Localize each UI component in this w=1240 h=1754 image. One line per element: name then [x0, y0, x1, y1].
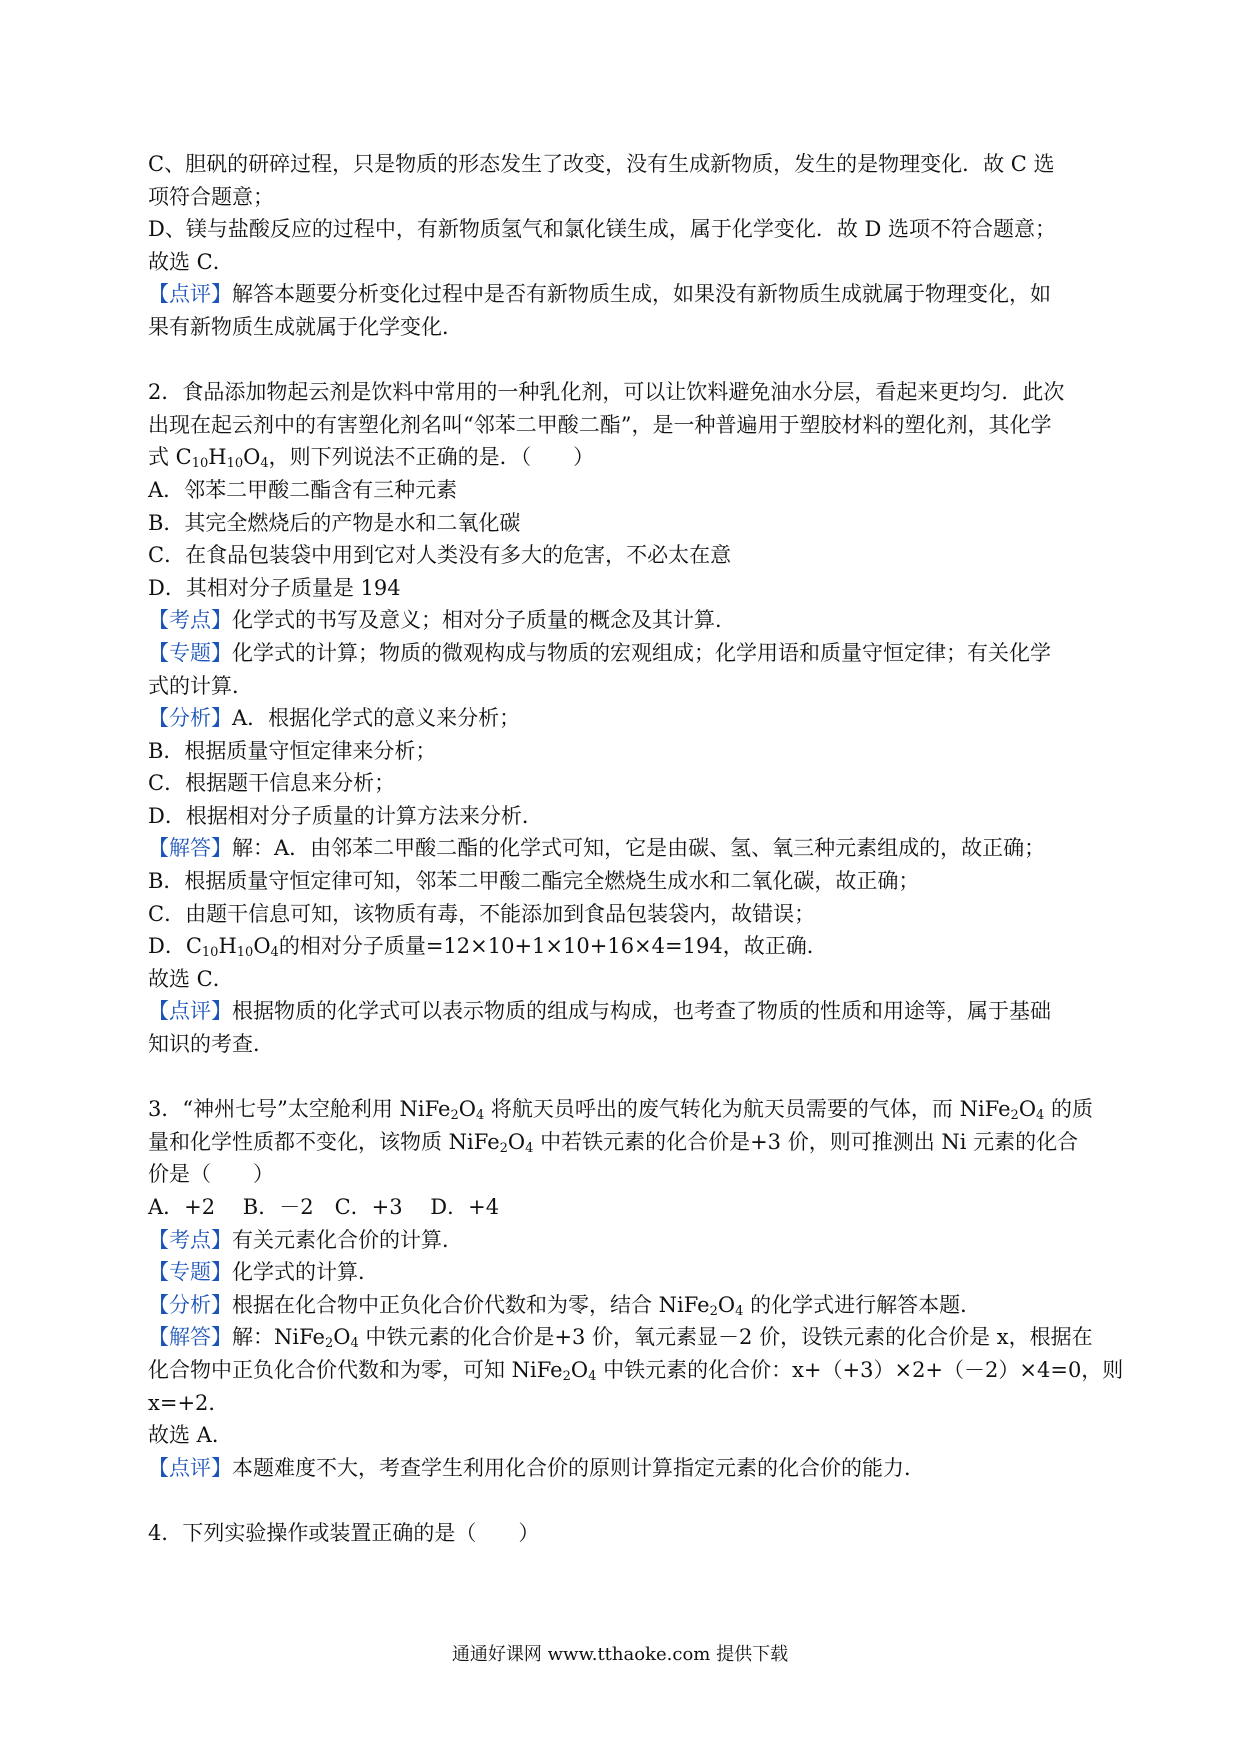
formula-text: D．C	[148, 934, 202, 959]
q1-comment	[148, 278, 1096, 311]
formula-text: O	[570, 1357, 589, 1382]
comment-text: 根据物质的化学式可以表示物质的组成与构成，也考查了物质的性质和用途等，属于基础	[232, 999, 1051, 1024]
q3-answer: 故选 A．	[148, 1423, 233, 1448]
q2-fenxi-d: D．根据相对分子质量的计算方法来分析．	[148, 803, 543, 828]
formula-text: O	[253, 934, 271, 959]
subscript: 10	[191, 456, 209, 472]
subscript: 2	[709, 1303, 718, 1319]
subscript: 10	[226, 456, 244, 472]
subscript: 4	[475, 1108, 485, 1124]
fenxi-text: 根据在化合物中正负化合价代数和为零，结合 NiFe	[232, 1292, 710, 1317]
subscript: 10	[201, 945, 219, 961]
subscript: 4	[260, 456, 269, 472]
fenxi-text: A．根据化学式的意义来分析；	[232, 706, 521, 731]
fenxi-tag: 【分析】	[148, 1292, 232, 1317]
q2-zhuanti	[148, 637, 1096, 670]
jieda-text: 解：NiFe	[232, 1325, 325, 1350]
stem-text: 将航天员呼出的废气转化为航天员需要的气体，而 NiFe	[484, 1097, 1011, 1122]
comment-text: 本题难度不大，考查学生利用化合价的原则计算指定元素的化合价的能力．	[232, 1455, 925, 1480]
subscript: 2	[499, 1140, 508, 1156]
q3-stem: 价是（ ）	[148, 1162, 274, 1187]
stem-text: 3．“神州七号”太空舱利用 NiFe	[148, 1097, 451, 1122]
q3-jieda-cont	[148, 1354, 1124, 1387]
subscript: 4	[350, 1336, 359, 1352]
zhuanti-text: 化学式的计算．	[232, 1260, 379, 1285]
stem-text: ，则下列说法不正确的是．（ ）	[268, 445, 595, 470]
jieda-text: 的相对分子质量=12×10+1×10+16×4=194，故正确．	[278, 934, 828, 959]
q4-stem: 4．下列实验操作或装置正确的是（ ）	[148, 1520, 540, 1545]
subscript: 4	[735, 1303, 744, 1319]
subscript: 10	[236, 945, 254, 961]
q2-fenxi	[148, 702, 1096, 735]
q2-fenxi-b: B．根据质量守恒定律来分析；	[148, 738, 437, 763]
fenxi-tag: 【分析】	[148, 706, 232, 731]
subscript: 2	[324, 1336, 334, 1352]
subscript: 2	[450, 1108, 459, 1124]
q3-zhuanti	[148, 1256, 1096, 1289]
subscript: 2	[562, 1368, 571, 1384]
q2-zhuanti-cont: 式的计算．	[148, 673, 253, 698]
subscript: 4	[1036, 1108, 1045, 1124]
q1-line: C、胆矾的研碎过程，只是物质的形态发生了改变，没有生成新物质，发生的是物理变化．故 C 选	[148, 152, 1055, 176]
q3-comment	[148, 1452, 1096, 1485]
formula-text: 式 C	[148, 445, 192, 470]
jieda-tag: 【解答】	[148, 1325, 232, 1350]
jieda-text: 解：A．由邻苯二甲酸二酯的化学式可知，它是由碳、氢、氧三种元素组成的，故正确；	[232, 836, 1046, 861]
fenxi-text: 的化学式进行解答本题．	[743, 1292, 982, 1317]
jieda-tag: 【解答】	[148, 836, 232, 861]
q2-comment-cont: 知识的考查．	[148, 1032, 274, 1057]
q3-kaodian	[148, 1224, 1096, 1257]
q1-line: 果有新物质生成就属于化学变化．	[148, 314, 463, 339]
q3-options: A．+2 B．－2 C．+3 D．+4	[148, 1195, 500, 1219]
stem-text: 中若铁元素的化合价是+3 价，则可推测出 Ni 元素的化合	[533, 1129, 1079, 1154]
q1-line: D、镁与盐酸反应的过程中，有新物质氢气和氯化镁生成，属于化学变化．故 D 选项不符合题意；	[148, 217, 1057, 242]
subscript: 2	[1010, 1108, 1019, 1124]
kaodian-text: 化学式的书写及意义；相对分子质量的概念及其计算．	[232, 608, 736, 633]
jieda-text: 化合物中正负化合价代数和为零，可知 NiFe	[148, 1357, 563, 1382]
q3-stem	[148, 1093, 1096, 1126]
subscript: 4	[525, 1140, 534, 1156]
formula-text: O	[243, 445, 261, 470]
formula-text: O	[1018, 1097, 1037, 1122]
stem-text: 的质	[1044, 1097, 1093, 1122]
q2-jieda-b: B．根据质量守恒定律可知，邻苯二甲酸二酯完全燃烧生成水和二氧化碳，故正确；	[148, 869, 920, 894]
formula-text: O	[507, 1129, 526, 1154]
q2-option-c: C．在食品包装袋中用到它对人类没有多大的危害，不必太在意	[148, 543, 732, 568]
q3-fenxi	[148, 1289, 1096, 1322]
q3-stem	[148, 1126, 1096, 1159]
formula-text: H	[218, 934, 237, 959]
comment-tag: 【点评】	[148, 282, 232, 307]
jieda-text: 中铁元素的化合价：x+（+3）×2+（－2）×4=0，则	[596, 1357, 1124, 1382]
q2-fenxi-c: C．根据题干信息来分析；	[148, 771, 396, 796]
q2-answer: 故选 C．	[148, 966, 234, 991]
zhuanti-tag: 【专题】	[148, 640, 232, 665]
document-page	[148, 148, 1124, 1550]
formula-text: O	[333, 1325, 351, 1350]
q2-comment	[148, 995, 1096, 1028]
q2-stem: 2．食品添加物起云剂是饮料中常用的一种乳化剂，可以让饮料避免油水分层，看起来更均匀．此次	[148, 380, 1065, 405]
q3-jieda-cont: x=+2．	[148, 1390, 230, 1415]
kaodian-tag: 【考点】	[148, 608, 232, 633]
q2-option-a: A．邻苯二甲酸二酯含有三种元素	[148, 477, 458, 502]
q2-option-b: B．其完全燃烧后的产物是水和二氧化碳	[148, 510, 521, 535]
zhuanti-tag: 【专题】	[148, 1260, 232, 1285]
comment-tag: 【点评】	[148, 999, 232, 1024]
q2-option-d: D．其相对分子质量是 194	[148, 575, 401, 600]
q2-jieda-c: C．由题干信息可知，该物质有毒，不能添加到食品包装袋内，故错误；	[148, 901, 816, 926]
comment-tag: 【点评】	[148, 1455, 232, 1480]
formula-text: O	[717, 1292, 736, 1317]
kaodian-text: 有关元素化合价的计算．	[232, 1227, 463, 1252]
q2-stem	[148, 441, 1096, 474]
zhuanti-text: 化学式的计算；物质的微观构成与物质的宏观组成；化学用语和质量守恒定律；有关化学	[232, 640, 1051, 665]
subscript: 4	[588, 1368, 597, 1384]
q1-line: 故选 C．	[148, 249, 234, 274]
comment-text: 解答本题要分析变化过程中是否有新物质生成，如果没有新物质生成就属于物理变化，如	[232, 282, 1051, 307]
page-footer: 通通好课网 www.tthaoke.com 提供下载	[451, 1644, 789, 1665]
formula-text: H	[208, 445, 227, 470]
q1-line: 项符合题意；	[148, 184, 274, 209]
q2-kaodian	[148, 604, 1096, 637]
q2-stem: 出现在起云剂中的有害塑化剂名叫“邻苯二甲酸二酯”，是一种普遍用于塑胶材料的塑化剂，其化学	[148, 412, 1052, 437]
stem-text: 量和化学性质都不变化，该物质 NiFe	[148, 1129, 500, 1154]
q3-jieda	[148, 1321, 1096, 1354]
subscript: 4	[270, 945, 279, 961]
q2-jieda	[148, 832, 1096, 865]
formula-text: O	[458, 1097, 476, 1122]
q2-jieda-d	[148, 930, 1096, 963]
kaodian-tag: 【考点】	[148, 1227, 232, 1252]
jieda-text: 中铁元素的化合价是+3 价，氧元素显－2 价，设铁元素的化合价是 x，根据在	[358, 1325, 1093, 1350]
